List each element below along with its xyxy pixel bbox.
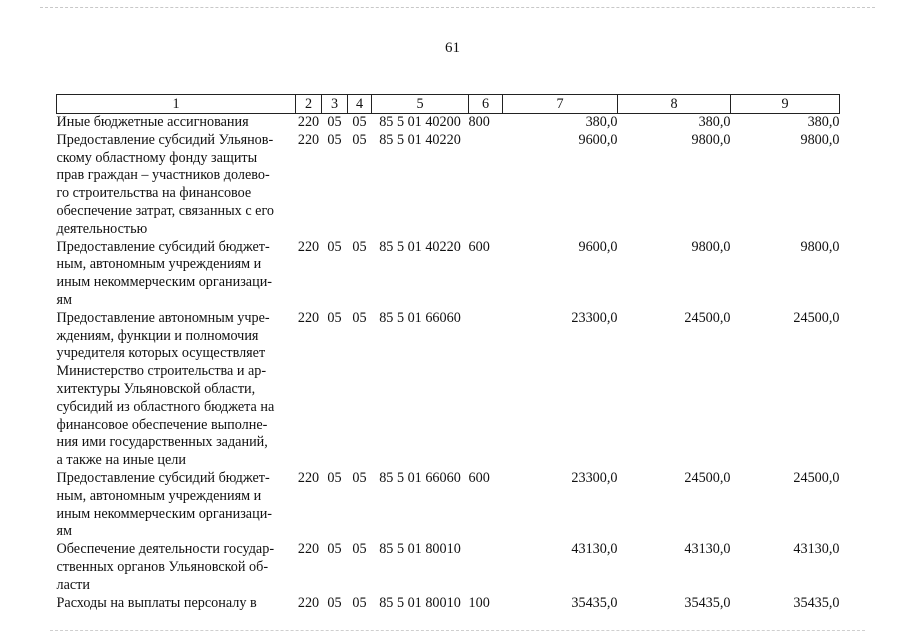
cell-c3: 05 — [327, 114, 342, 130]
cell-c5: 85 5 01 40220 — [379, 238, 461, 255]
header-cell: 7 — [503, 95, 618, 114]
cell-c8: 9800,0 — [691, 238, 731, 255]
header-cell: 6 — [469, 95, 503, 114]
cell-c2: 220 — [297, 309, 320, 326]
row-name-line: ния ими государственных заданий, — [56, 434, 268, 451]
row-name-cell — [57, 310, 296, 470]
row-name-line: субсидий из областного бюджета на — [56, 398, 275, 415]
cell-c9: 24500,0 — [793, 309, 840, 326]
cell-c7: 35435,0 — [571, 594, 618, 611]
cell-c6: 600 — [468, 469, 490, 486]
cell-c7: 380,0 — [585, 114, 618, 130]
table-body — [57, 114, 840, 613]
row-name-line: Иные бюджетные ассигнования — [56, 114, 249, 130]
header-cell: 4 — [348, 95, 372, 114]
row-name-line: ям — [56, 291, 73, 308]
cell-c9: 380,0 — [807, 114, 840, 130]
row-name-cell — [57, 132, 296, 239]
cell-c5: 85 5 01 66060 — [379, 469, 461, 486]
table-row — [57, 114, 840, 132]
table-row — [57, 310, 840, 470]
table-row — [57, 132, 840, 239]
cell-c9: 43130,0 — [793, 541, 840, 558]
row-name-line: Министерство строительства и ар- — [56, 363, 267, 380]
row-name-line: иным некоммерческим организаци- — [56, 505, 273, 522]
row-name-cell — [57, 114, 296, 132]
cell-c7: 23300,0 — [571, 309, 618, 326]
cell-c7: 23300,0 — [571, 469, 618, 486]
cell-c5: 85 5 01 80010 — [379, 541, 461, 558]
row-name-line: ям — [56, 523, 73, 540]
cell-c2: 220 — [297, 469, 320, 486]
row-name-line: иным некоммерческим организаци- — [56, 274, 273, 291]
row-name-line: ным, автономным учреждениям и — [56, 256, 262, 273]
row-name-line: Расходы на выплаты персоналу в — [56, 594, 257, 611]
cell-c4: 05 — [352, 309, 367, 326]
cell-c6: 800 — [468, 114, 490, 130]
cell-c9: 9800,0 — [800, 238, 840, 255]
cell-c5: 85 5 01 40200 — [379, 114, 461, 130]
cell-c7: 9600,0 — [578, 131, 618, 148]
cell-c8: 380,0 — [698, 114, 731, 130]
cell-c2: 220 — [297, 114, 320, 130]
row-name-line: скому областному фонду защиты — [56, 149, 258, 166]
cell-c8: 43130,0 — [684, 541, 731, 558]
table-row — [57, 470, 840, 541]
row-name-line: Предоставление автономным учре- — [56, 309, 270, 326]
cell-c4: 05 — [352, 594, 367, 611]
row-name-line: ждениям, функции и полномочия — [56, 327, 259, 344]
cell-c8: 9800,0 — [691, 131, 731, 148]
page-top-edge — [40, 7, 875, 8]
cell-c7: 43130,0 — [571, 541, 618, 558]
cell-c3: 05 — [327, 541, 342, 558]
cell-c4: 05 — [352, 131, 367, 148]
header-cell: 3 — [322, 95, 348, 114]
row-name-cell — [57, 239, 296, 310]
row-name-line: деятельностью — [56, 220, 148, 237]
cell-c3: 05 — [327, 594, 342, 611]
cell-c4: 05 — [352, 469, 367, 486]
cell-c4: 05 — [352, 238, 367, 255]
cell-c8: 35435,0 — [684, 594, 731, 611]
cell-c2: 220 — [297, 238, 320, 255]
cell-c9: 9800,0 — [800, 131, 840, 148]
row-name-line: прав граждан – участников долево- — [56, 167, 270, 184]
cell-c4: 05 — [352, 114, 367, 130]
row-name-cell — [57, 595, 296, 613]
header-cell: 8 — [618, 95, 731, 114]
budget-table — [56, 94, 840, 612]
cell-c5: 85 5 01 66060 — [379, 309, 461, 326]
cell-c2: 220 — [297, 541, 320, 558]
header-cell: 5 — [372, 95, 469, 114]
row-name-line: Предоставление субсидий бюджет- — [56, 469, 270, 486]
cell-c3: 05 — [327, 469, 342, 486]
row-name-line: ственных органов Ульяновской об- — [56, 558, 269, 575]
row-name-line: а также на иные цели — [56, 452, 186, 469]
cell-c8: 24500,0 — [684, 469, 731, 486]
row-name-line: ласти — [56, 576, 90, 593]
table-row — [57, 595, 840, 613]
row-name-line: Предоставление субсидий Ульянов- — [56, 131, 274, 148]
row-name-line: Предоставление субсидий бюджет- — [56, 238, 270, 255]
row-name-cell — [57, 541, 296, 594]
row-name-line: обеспечение затрат, связанных с его — [56, 202, 275, 219]
row-name-line: финансовое обеспечение выполне- — [56, 416, 268, 433]
row-name-line: го строительства на финансовое — [56, 185, 252, 202]
table-row — [57, 239, 840, 310]
cell-c3: 05 — [327, 238, 342, 255]
row-name-line: учредителя которых осуществляет — [56, 345, 266, 362]
cell-c6: 600 — [468, 238, 490, 255]
row-name-line: ным, автономным учреждениям и — [56, 487, 262, 504]
cell-c6 — [469, 132, 503, 239]
row-name-line: хитектуры Ульяновской области, — [56, 380, 256, 397]
cell-c9: 24500,0 — [793, 469, 840, 486]
table-row — [57, 541, 840, 594]
cell-c6 — [469, 541, 503, 594]
row-name-line: Обеспечение деятельности государ- — [56, 541, 275, 558]
cell-c6 — [469, 310, 503, 470]
header-cell: 1 — [57, 95, 296, 114]
page-bottom-edge — [50, 630, 865, 631]
cell-c7: 9600,0 — [578, 238, 618, 255]
cell-c3: 05 — [327, 131, 342, 148]
cell-c2: 220 — [297, 594, 320, 611]
cell-c5: 85 5 01 80010 — [379, 594, 461, 611]
cell-c4: 05 — [352, 541, 367, 558]
cell-c2: 220 — [297, 131, 320, 148]
cell-c3: 05 — [327, 309, 342, 326]
header-cell: 9 — [731, 95, 840, 114]
header-cell: 2 — [296, 95, 322, 114]
cell-c6: 100 — [468, 594, 490, 611]
cell-c5: 85 5 01 40220 — [379, 131, 461, 148]
page-number: 61 — [445, 40, 460, 56]
cell-c9: 35435,0 — [793, 594, 840, 611]
cell-c8: 24500,0 — [684, 309, 731, 326]
row-name-cell — [57, 470, 296, 541]
table-header-row — [57, 95, 840, 114]
